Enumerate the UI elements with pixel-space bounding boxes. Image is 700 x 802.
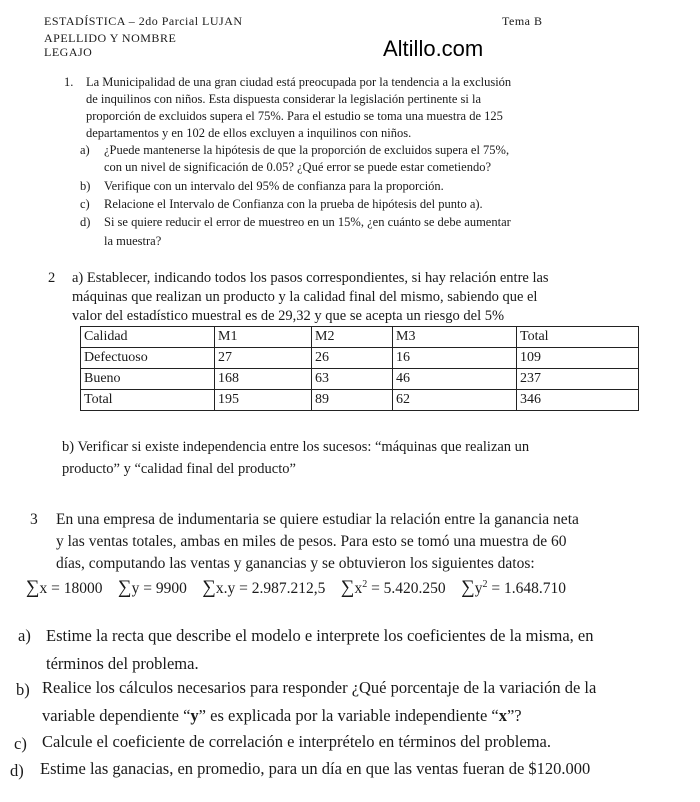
sum-y: y = 9900 — [131, 580, 187, 597]
table-header-cell: Total — [517, 327, 639, 348]
table-row — [81, 369, 639, 390]
table-header-cell: M2 — [312, 327, 393, 348]
sum-y2-value: = 1.648.710 — [487, 580, 566, 597]
question-3-line: y las ventas totales, ambas en miles de pesos. Para esto se tomó una muestra de 60 — [56, 533, 567, 550]
item-d-label: d) — [80, 215, 91, 229]
sigma-symbol: ∑ — [26, 577, 40, 598]
item-a-label: a) — [18, 626, 31, 645]
question-3-line: días, computando las ventas y ganancias y se obtuvieron los siguientes datos: — [56, 555, 535, 572]
item-d-text: la muestra? — [104, 234, 162, 248]
contingency-table — [80, 326, 639, 411]
item-b-label: b) — [80, 179, 91, 193]
item-a-text: Estime la recta que describe el modelo e interprete los coeficientes de la misma, en — [46, 626, 594, 645]
question-2-item-b: b) Verificar si existe independencia entre los sucesos: “máquinas que realizan un — [62, 439, 530, 455]
table-cell: 89 — [312, 390, 393, 411]
exam-title: ESTADÍSTICA – 2do Parcial LUJAN — [44, 14, 243, 28]
table-row — [81, 390, 639, 411]
table-cell: 62 — [393, 390, 517, 411]
var-y: y — [190, 706, 199, 725]
item-d-text: Estime las ganacias, en promedio, para un día en que las ventas fueran de $120.000 — [40, 759, 591, 778]
item-a-text: ¿Puede mantenerse la hipótesis de que la proporción de excluidos supera el 75%, — [104, 143, 510, 157]
sum-x: x = 18000 — [39, 580, 103, 597]
item-c-label: c) — [80, 197, 90, 211]
question-2-item-b: producto” y “calidad final del producto” — [62, 461, 296, 477]
table-cell: 63 — [312, 369, 393, 390]
superscript-2: 2 — [482, 578, 488, 590]
item-c-text: Relacione el Intervalo de Confianza con la prueba de hipótesis del punto a). — [104, 197, 483, 211]
item-a-text: con un nivel de significación de 0.05? ¿Qué error se puede estar cometiendo? — [104, 160, 491, 174]
table-cell: Total — [81, 390, 215, 411]
sum-x2-value: = 5.420.250 — [367, 580, 446, 597]
question-1-line: de inquilinos con niños. Esta dispuesta considerar la legislación pertinente si la — [86, 92, 482, 106]
question-2-line: a) Establecer, indicando todos los pasos correspondientes, si hay relación entre las — [72, 270, 549, 286]
item-b-text: Verifique con un intervalo del 95% de confianza para la proporción. — [104, 179, 444, 193]
table-header-cell: M3 — [393, 327, 517, 348]
question-1-line: La Municipalidad de una gran ciudad está preocupada por la tendencia a la exclusión — [86, 75, 512, 89]
superscript-2: 2 — [362, 578, 368, 590]
table-cell: 27 — [215, 348, 312, 369]
name-label: APELLIDO Y NOMBRE — [44, 31, 177, 45]
table-header-row — [81, 327, 639, 348]
question-1-number: 1. — [64, 75, 74, 89]
item-c-label: c) — [14, 734, 27, 753]
sum-formulas — [26, 577, 566, 599]
item-d-label: d) — [10, 761, 24, 780]
table-cell: 346 — [517, 390, 639, 411]
sum-y2-base: y — [474, 580, 483, 597]
watermark-text: Altillo.com — [383, 36, 484, 61]
exam-theme: Tema B — [502, 14, 543, 28]
question-2-line: máquinas que realizan un producto y la calidad final del mismo, sabiendo que el — [72, 289, 538, 305]
item-b-text-part: ” es explicada por la variable independiente “ — [198, 706, 499, 725]
question-2-number: 2 — [48, 270, 56, 286]
question-1-line: departamentos y en 102 de ellos excluyen a inquilinos con niños. — [86, 126, 412, 140]
table-cell: 46 — [393, 369, 517, 390]
question-2-line: valor del estadístico muestral es de 29,32 y que se acepta un riesgo del 5% — [72, 308, 505, 324]
sigma-symbol: ∑ — [202, 577, 216, 598]
sigma-symbol: ∑ — [461, 577, 475, 598]
sum-x2-base: x — [354, 580, 363, 597]
table-cell: Bueno — [81, 369, 215, 390]
table-cell: 168 — [215, 369, 312, 390]
sigma-symbol: ∑ — [118, 577, 132, 598]
table-cell: 26 — [312, 348, 393, 369]
table-cell: 16 — [393, 348, 517, 369]
item-b-text-part: ”? — [506, 706, 522, 725]
item-c-text: Calcule el coeficiente de correlación e interprételo en términos del problema. — [42, 732, 551, 751]
question-3-line: En una empresa de indumentaria se quiere estudiar la relación entre la ganancia neta — [56, 511, 579, 528]
table-cell: 237 — [517, 369, 639, 390]
item-a-text: términos del problema. — [46, 654, 199, 673]
sum-xy: x.y = 2.987.212,5 — [215, 580, 326, 597]
item-a-label: a) — [80, 143, 90, 157]
item-b-text — [42, 706, 522, 726]
item-b-text-part: variable dependiente “ — [42, 706, 191, 725]
table-row — [81, 348, 639, 369]
table-cell: 109 — [517, 348, 639, 369]
table-cell: Defectuoso — [81, 348, 215, 369]
item-b-label: b) — [16, 680, 30, 699]
question-1-line: proporción de excluidos supera el 75%. Para el estudio se toma una muestra de 125 — [86, 109, 503, 123]
sigma-symbol: ∑ — [340, 577, 355, 598]
table-cell: 195 — [215, 390, 312, 411]
legajo-label: LEGAJO — [44, 45, 93, 59]
item-b-text: Realice los cálculos necesarios para responder ¿Qué porcentaje de la variación de la — [42, 678, 597, 697]
var-x: x — [498, 706, 507, 725]
table-header-cell: M1 — [215, 327, 312, 348]
question-3-number: 3 — [30, 511, 38, 528]
table-header-cell: Calidad — [81, 327, 215, 348]
item-d-text: Si se quiere reducir el error de muestreo en un 15%, ¿en cuánto se debe aumentar — [104, 215, 511, 229]
